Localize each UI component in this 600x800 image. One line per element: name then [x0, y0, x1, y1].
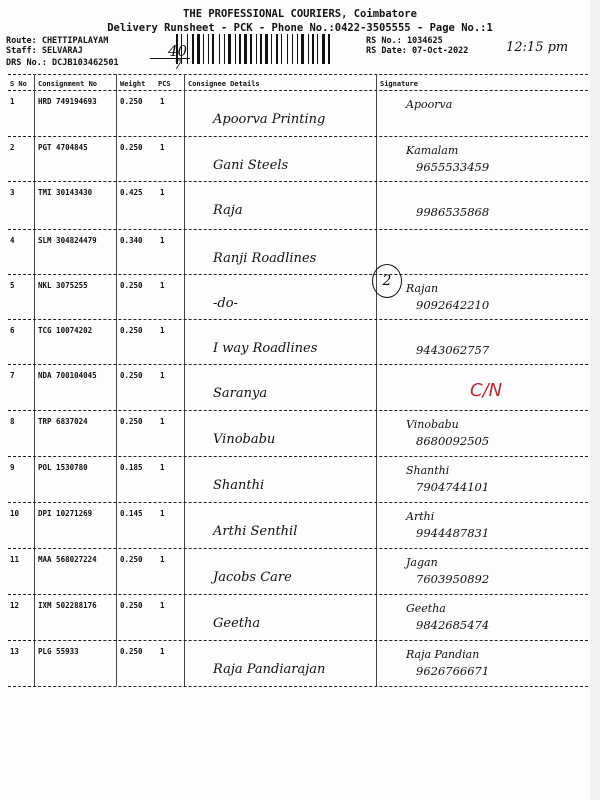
barcode-bar: [319, 34, 321, 64]
barcode-bar: [256, 34, 257, 64]
handwritten-count-bottom: 7: [174, 58, 183, 73]
barcode-bar: [226, 34, 227, 64]
barcode-bar: [310, 34, 311, 64]
row-consignment-no: DPI 10271269: [38, 509, 93, 518]
row-consignee-handwritten: -do-: [213, 296, 238, 311]
row-consignment-no: IXM 502288176: [38, 601, 97, 610]
row-phone-handwritten: 9443062757: [416, 343, 490, 357]
barcode-bar: [187, 34, 188, 64]
runsheet-table: [8, 74, 593, 686]
row-signature: Kamalam: [406, 144, 459, 157]
scan-edge: [590, 0, 600, 800]
barcode-bar: [224, 34, 225, 64]
row-consignment-no: TRP 6837024: [38, 417, 88, 426]
row-weight: 0.250: [120, 281, 143, 290]
barcode-bar: [317, 34, 318, 64]
row-weight: 0.250: [120, 555, 143, 564]
row-rule: [8, 502, 593, 503]
row-rule: [8, 136, 593, 137]
row-consignee-handwritten: Gani Steels: [213, 158, 289, 173]
barcode-bar: [239, 34, 241, 64]
barcode-bar: [219, 34, 220, 64]
row-sno: 9: [10, 463, 15, 472]
barcode-bar: [315, 34, 316, 64]
row-signature: Vinobabu: [406, 418, 459, 431]
row-weight: 0.250: [120, 371, 143, 380]
company-title: THE PROFESSIONAL COURIERS, Coimbatore: [183, 8, 417, 20]
circled-mark: 2: [372, 264, 402, 298]
handwritten-time: 12:15 pm: [506, 40, 569, 55]
barcode-bar: [212, 34, 214, 64]
handwritten-fraction-bar: [150, 58, 190, 59]
cn-mark: C/N: [470, 380, 503, 401]
barcode-bar: [189, 34, 191, 64]
row-rule: [8, 640, 593, 641]
row-weight: 0.250: [120, 601, 143, 610]
barcode-bar: [299, 34, 300, 64]
row-weight: 0.425: [120, 188, 143, 197]
row-pcs: 1: [160, 555, 165, 564]
row-phone-handwritten: 7904744101: [416, 480, 490, 494]
row-rule: [8, 594, 593, 595]
row-pcs: 1: [160, 236, 165, 245]
barcode-bar: [208, 34, 209, 64]
row-rule: [8, 181, 593, 182]
row-pcs: 1: [160, 417, 165, 426]
table-top-rule: [8, 74, 593, 75]
barcode-bar: [283, 34, 286, 64]
barcode-bar: [248, 34, 249, 64]
barcode-bar: [232, 34, 234, 64]
row-consignee-handwritten: Geetha: [213, 616, 261, 631]
row-consignee-handwritten: Raja Pandiarajan: [213, 662, 326, 677]
barcode-bar: [250, 34, 252, 64]
barcode-bar: [289, 34, 291, 64]
row-sno: 11: [10, 555, 20, 564]
row-consignee-handwritten: Saranya: [213, 386, 268, 401]
row-consignment-no: PLG 55933: [38, 647, 79, 656]
row-pcs: 1: [160, 509, 165, 518]
runsheet-title: Delivery Runsheet - PCK - Phone No.:0422-3505555 - Page No.:1: [107, 22, 493, 34]
row-weight: 0.250: [120, 647, 143, 656]
staff-label: Staff: SELVARAJ: [6, 46, 83, 56]
barcode-bar: [258, 34, 259, 64]
row-phone-handwritten: 9626766671: [416, 664, 490, 678]
row-consignment-no: TCG 10074202: [38, 326, 93, 335]
row-pcs: 1: [160, 601, 165, 610]
rs-date: RS Date: 07-Oct-2022: [366, 46, 469, 56]
row-sno: 5: [10, 281, 15, 290]
row-phone-handwritten: 7603950892: [416, 572, 490, 586]
drs-number: DRS No.: DCJB103462501: [6, 58, 119, 68]
barcode-bar: [260, 34, 262, 64]
barcode-bar: [201, 34, 202, 64]
barcode-bar: [253, 34, 255, 64]
row-weight: 0.185: [120, 463, 143, 472]
barcode-bar: [210, 34, 211, 64]
row-consignment-no: SLM 304824479: [38, 236, 97, 245]
route-label: Route: CHETTIPALAYAM: [6, 36, 109, 46]
row-weight: 0.250: [120, 326, 143, 335]
row-phone-handwritten: 9655533459: [416, 160, 490, 174]
row-consignee-handwritten: Vinobabu: [213, 432, 276, 447]
row-signature: Geetha: [406, 602, 446, 615]
row-pcs: 1: [160, 188, 165, 197]
row-phone-handwritten: 9986535868: [416, 205, 490, 219]
row-sno: 7: [10, 371, 15, 380]
barcode-bar: [228, 34, 231, 64]
barcode-bar: [305, 34, 307, 64]
row-consignee-handwritten: I way Roadlines: [213, 341, 318, 356]
col-header-signature: Signature: [380, 80, 418, 88]
barcode-bar: [265, 34, 268, 64]
barcode-bar: [269, 34, 270, 64]
row-rule: [8, 548, 593, 549]
handwritten-count-top: 40: [168, 42, 188, 60]
barcode-bar: [197, 34, 200, 64]
row-consignment-no: MAA 568027224: [38, 555, 97, 564]
barcode-bar: [331, 34, 332, 64]
barcode-bar: [328, 34, 330, 64]
row-pcs: 1: [160, 97, 165, 106]
row-weight: 0.250: [120, 143, 143, 152]
row-rule: [8, 410, 593, 411]
row-rule: [8, 319, 593, 320]
row-phone-handwritten: 9092642210: [416, 298, 490, 312]
barcode-bar: [192, 34, 194, 64]
row-pcs: 1: [160, 647, 165, 656]
row-weight: 0.145: [120, 509, 143, 518]
row-rule: [8, 274, 593, 275]
row-sno: 13: [10, 647, 20, 656]
col-header-consignee: Consignee Details: [188, 80, 260, 88]
row-consignment-no: HRD 749194693: [38, 97, 97, 106]
barcode-bar: [195, 34, 196, 64]
row-consignee-handwritten: Ranji Roadlines: [213, 251, 317, 266]
row-weight: 0.250: [120, 417, 143, 426]
barcode-bar: [235, 34, 236, 64]
barcode-bar: [242, 34, 243, 64]
row-pcs: 1: [160, 143, 165, 152]
row-phone-handwritten: 9944487831: [416, 526, 490, 540]
barcode-bar: [281, 34, 282, 64]
row-signature: Jagan: [406, 556, 438, 569]
barcode-bar: [205, 34, 207, 64]
barcode-bar: [312, 34, 314, 64]
row-pcs: 1: [160, 463, 165, 472]
row-sno: 10: [10, 509, 20, 518]
barcode-bar: [294, 34, 296, 64]
row-pcs: 1: [160, 326, 165, 335]
barcode-bar: [279, 34, 280, 64]
row-sno: 12: [10, 601, 20, 610]
row-consignee-handwritten: Shanthi: [213, 478, 265, 493]
row-phone-handwritten: 9842685474: [416, 618, 490, 632]
barcode-bar: [301, 34, 304, 64]
row-consignment-no: TMI 30143430: [38, 188, 93, 197]
barcode-bar: [297, 34, 298, 64]
row-signature: Arthi: [406, 510, 435, 523]
col-header-pcs: PCS: [158, 80, 171, 88]
row-pcs: 1: [160, 371, 165, 380]
row-signature: Raja Pandian: [406, 648, 480, 661]
col-header-consignment: Consignment No: [38, 80, 98, 88]
barcode-bar: [276, 34, 278, 64]
row-consignee-handwritten: Apoorva Printing: [213, 112, 326, 127]
row-signature: Rajan: [406, 282, 439, 295]
row-rule: [8, 364, 593, 365]
row-consignee-handwritten: Arthi Senthil: [213, 524, 298, 539]
barcode-bar: [273, 34, 275, 64]
barcode: [176, 34, 358, 64]
barcode-bar: [322, 34, 325, 64]
row-rule: [8, 456, 593, 457]
barcode-bar: [237, 34, 238, 64]
row-consignment-no: PGT 4704845: [38, 143, 88, 152]
row-consignee-handwritten: Raja: [213, 203, 243, 218]
barcode-bar: [221, 34, 223, 64]
row-weight: 0.250: [120, 97, 143, 106]
row-rule: [8, 229, 593, 230]
barcode-bar: [244, 34, 247, 64]
barcode-bar: [287, 34, 288, 64]
col-header-sno: S No: [10, 80, 27, 88]
table-header-rule: [8, 90, 593, 91]
row-signature: Apoorva: [406, 98, 453, 111]
row-sno: 4: [10, 236, 15, 245]
row-sno: 6: [10, 326, 15, 335]
barcode-bar: [271, 34, 272, 64]
row-consignment-no: NKL 3075255: [38, 281, 88, 290]
row-sno: 8: [10, 417, 15, 426]
row-pcs: 1: [160, 281, 165, 290]
barcode-bar: [203, 34, 204, 64]
row-rule: [8, 686, 593, 687]
barcode-bar: [263, 34, 264, 64]
row-sno: 1: [10, 97, 15, 106]
col-header-weight: Weight: [120, 80, 146, 88]
row-consignee-handwritten: Jacobs Care: [213, 570, 292, 585]
barcode-bar: [308, 34, 309, 64]
row-sno: 2: [10, 143, 15, 152]
row-weight: 0.340: [120, 236, 143, 245]
barcode-bar: [326, 34, 327, 64]
rs-number: RS No.: 1034625: [366, 36, 443, 46]
row-phone-handwritten: 8680092505: [416, 434, 490, 448]
barcode-bar: [215, 34, 218, 64]
barcode-bar: [292, 34, 293, 64]
row-signature: Shanthi: [406, 464, 450, 477]
row-sno: 3: [10, 188, 15, 197]
row-consignment-no: NDA 700104045: [38, 371, 97, 380]
row-consignment-no: POL 1530780: [38, 463, 88, 472]
